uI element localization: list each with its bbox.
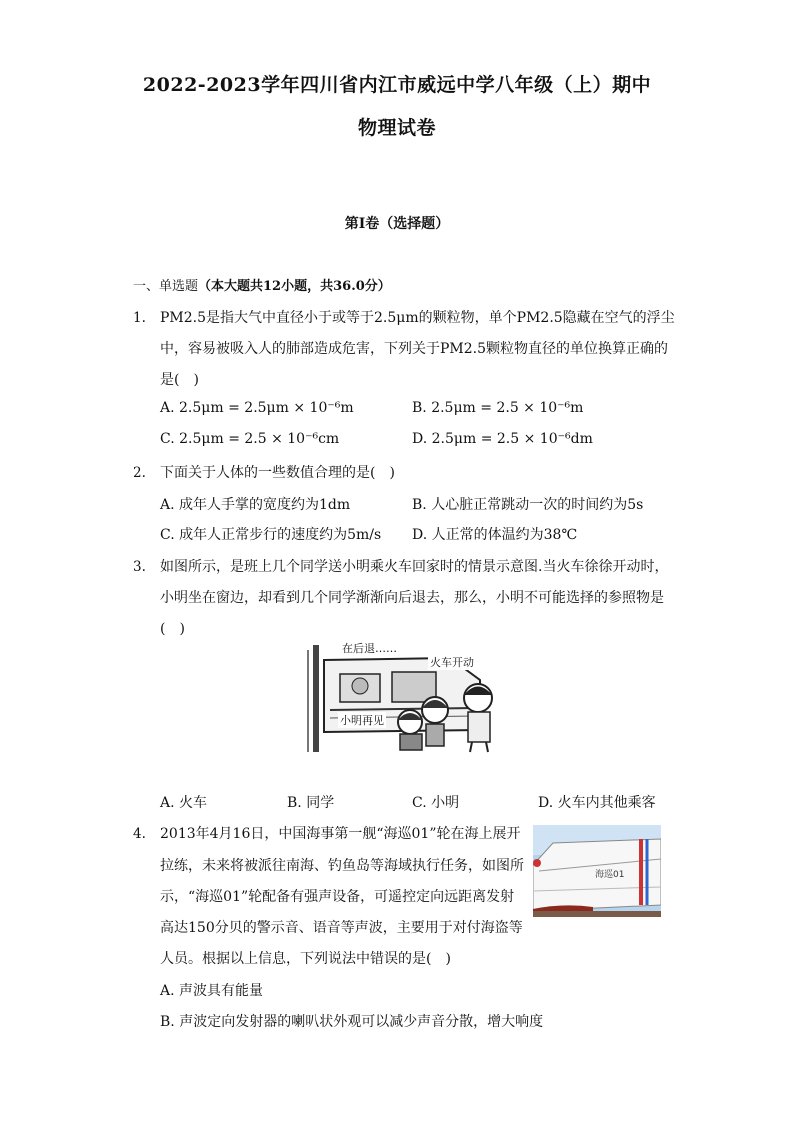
question-text-line: ( ) bbox=[160, 621, 185, 637]
question-text-line: 拉练，未来将被派往南海、钓鱼岛等海域执行任务，如图所 bbox=[160, 858, 524, 874]
section-detail: （本大题共12小题，共36.0分） bbox=[198, 279, 391, 294]
section-prefix: 一、单选题 bbox=[133, 279, 199, 294]
option-d[interactable]: D. 人正常的体温约为38℃ bbox=[412, 527, 578, 543]
option-a[interactable]: A. 2.5μm = 2.5μm × 10⁻⁶m bbox=[160, 400, 354, 416]
question-text-line: PM2.5是指大气中直径小于或等于2.5μm的颗粒物，单个PM2.5隐藏在空气的浮尘 bbox=[160, 310, 675, 326]
section-heading bbox=[133, 275, 391, 294]
option-c[interactable]: C. 小明 bbox=[412, 795, 460, 811]
ship-label: 海巡01 bbox=[595, 870, 625, 880]
speech-label: 小明再见 bbox=[340, 714, 384, 727]
train-illustration bbox=[300, 640, 520, 755]
speech-label: 火车开动 bbox=[430, 656, 474, 669]
question-text-line: 是( ) bbox=[160, 372, 199, 388]
question-number: 4. bbox=[133, 826, 146, 842]
ship-photo bbox=[533, 825, 661, 917]
option-b[interactable]: B. 2.5μm = 2.5 × 10⁻⁶m bbox=[412, 400, 584, 416]
page-title: 2022-2023学年四川省内江市威远中学八年级（上）期中 bbox=[142, 74, 652, 96]
question-text-line: 小明坐在窗边，却看到几个同学渐渐向后退去，那么，小明不可能选择的参照物是 bbox=[160, 590, 664, 606]
question-number: 3. bbox=[133, 559, 146, 575]
volume-heading: 第I卷（选择题） bbox=[344, 216, 450, 232]
option-b[interactable]: B. 同学 bbox=[287, 795, 335, 811]
question-text-line: 如图所示，是班上几个同学送小明乘火车回家时的情景示意图.当火车徐徐开动时， bbox=[160, 559, 669, 575]
question-text-line: 示，“海巡01”轮配备有强声设备，可遥控定向远距离发射 bbox=[160, 889, 515, 905]
question-text-line: 高达150分贝的警示音、语音等声波，主要用于对付海盗等 bbox=[160, 920, 523, 936]
question-number: 1. bbox=[133, 310, 146, 326]
page-subtitle: 物理试卷 bbox=[357, 117, 436, 139]
option-b[interactable]: B. 人心脏正常跳动一次的时间约为5s bbox=[412, 497, 644, 513]
option-d[interactable]: D. 火车内其他乘客 bbox=[538, 795, 656, 811]
train-scene-figure bbox=[300, 640, 520, 755]
question-text-line: 下面关于人体的一些数值合理的是( ) bbox=[160, 465, 395, 481]
option-c[interactable]: C. 2.5μm = 2.5 × 10⁻⁶cm bbox=[160, 431, 340, 447]
option-d[interactable]: D. 2.5μm = 2.5 × 10⁻⁶dm bbox=[412, 431, 593, 447]
question-text-line: 人员。根据以上信息，下列说法中错误的是( ) bbox=[160, 951, 451, 967]
question-number: 2. bbox=[133, 465, 146, 481]
option-a[interactable]: A. 声波具有能量 bbox=[160, 983, 264, 999]
option-a[interactable]: A. 成年人手掌的宽度约为1dm bbox=[160, 497, 351, 513]
speech-label: 在后退…… bbox=[342, 642, 397, 655]
question-text-line: 中，容易被吸入人的肺部造成危害，下列关于PM2.5颗粒物直径的单位换算正确的 bbox=[160, 341, 669, 357]
option-c[interactable]: C. 成年人正常步行的速度约为5m/s bbox=[160, 527, 382, 543]
option-b[interactable]: B. 声波定向发射器的喇叭状外观可以减少声音分散，增大响度 bbox=[160, 1014, 544, 1030]
option-a[interactable]: A. 火车 bbox=[160, 795, 208, 811]
question-text-line: 2013年4月16日，中国海事第一舰“海巡01”轮在海上展开 bbox=[160, 826, 521, 842]
